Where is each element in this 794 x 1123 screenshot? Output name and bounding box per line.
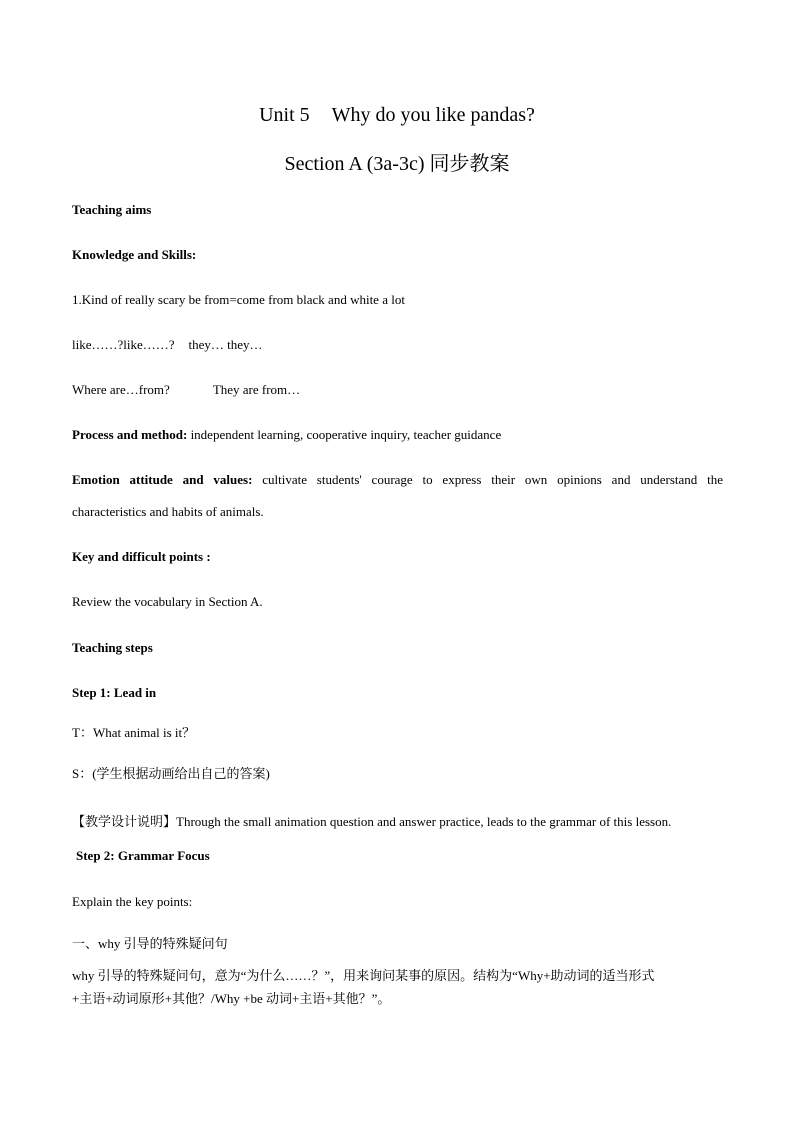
process-method-line [72,427,501,443]
pattern-line-2 [72,382,300,398]
heading-step-1: Step 1: Lead in [72,685,157,700]
heading-key-points: Key and difficult points : [72,549,211,564]
why-explanation-line-1: why 引导的特殊疑问句，意为“为什么……？”，用来询问某事的原因。结构为“Why+助动词的适当形式 [72,968,655,983]
pattern-they: they… they… [188,337,263,352]
emotion-line-cont: characteristics and habits of animals. [72,504,264,519]
emotion-text: cultivate students' courage to express their own opinions and understand the [252,472,723,487]
pattern-where: Where are…from? [72,382,170,397]
explain-line: Explain the key points: [72,894,193,909]
student-answer: S：(学生根据动画给出自己的答案) [72,766,270,781]
heading-knowledge-skills: Knowledge and Skills: [72,247,197,262]
heading-step-2: Step 2: Grammar Focus [76,848,210,863]
title-question: Why do you like pandas? [331,104,535,126]
title-unit: Unit 5 [259,104,310,126]
title-line-1 [0,104,794,127]
process-label: Process and method: [72,427,188,442]
design-note-text: Through the small animation question and answer practice, leads to the grammar of this lesson. [176,814,672,829]
vocabulary-line: 1.Kind of really scary be from=come from black and white a lot [72,292,405,307]
heading-teaching-steps: Teaching steps [72,640,153,655]
title-line-2: Section A (3a-3c) 同步教案 [284,153,510,175]
heading-teaching-aims: Teaching aims [72,202,152,217]
emotion-label: Emotion attitude and values: [72,472,253,487]
design-note-label: 【教学设计说明】 [72,814,177,829]
process-text: independent learning, cooperative inquiry, teacher guidance [187,427,502,442]
why-explanation-line-2: +主语+动词原形+其他？/Why +be 动词+主语+其他？”。 [72,991,391,1006]
section-one-heading: 一、why 引导的特殊疑问句 [72,936,228,951]
pattern-from: They are from… [212,382,301,397]
pattern-like: like……?like……? [72,337,175,352]
design-note [72,811,671,830]
emotion-line [72,472,723,488]
pattern-line-1 [72,337,263,353]
teacher-question: T：What animal is it？ [72,725,196,740]
review-line: Review the vocabulary in Section A. [72,594,263,609]
